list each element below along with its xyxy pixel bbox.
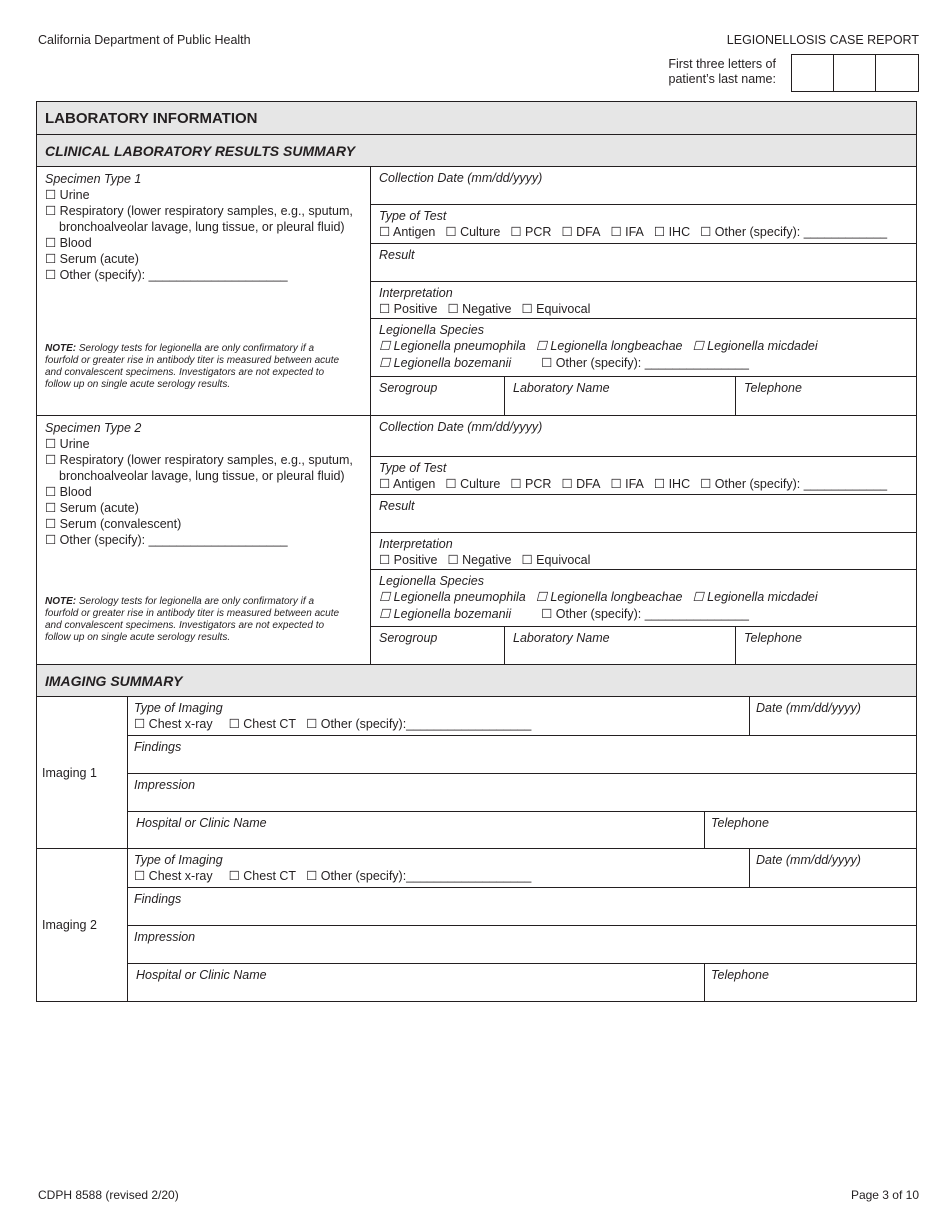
test-option[interactable]: ☐ Culture bbox=[445, 225, 501, 239]
species-option[interactable]: ☐ Legionella micdadei bbox=[692, 339, 818, 353]
specimen-option-cont: bronchoalveolar lavage, lung tissue, or pleural fluid) bbox=[59, 469, 345, 483]
specimen-option[interactable]: ☐ Respiratory (lower respiratory samples, e.g., sputum, bbox=[45, 453, 353, 467]
initials-boxes bbox=[791, 54, 919, 92]
interp-option[interactable]: ☐ Equivocal bbox=[521, 553, 591, 567]
imaging-block-2 bbox=[37, 849, 916, 1001]
imaging-type-field: Type of Imaging ☐ Chest x-ray ☐ Chest CT ☐ Other (specify):__________________ bbox=[128, 697, 750, 735]
hospital-telephone-field[interactable]: Telephone bbox=[711, 968, 769, 982]
species-option[interactable]: ☐ Legionella longbeachae bbox=[535, 339, 683, 353]
specimen-option[interactable]: ☐ Other (specify): ____________________ bbox=[45, 533, 288, 547]
imaging-label: Imaging 2 bbox=[37, 849, 128, 1001]
hospital-telephone-field[interactable]: Telephone bbox=[711, 816, 769, 830]
specimen-block-2 bbox=[37, 416, 916, 665]
interp-option[interactable]: ☐ Negative bbox=[447, 302, 512, 316]
imaging-title: IMAGING SUMMARY bbox=[37, 665, 916, 697]
collection-date-field[interactable]: Collection Date (mm/dd/yyyy) bbox=[371, 167, 916, 205]
form-id: CDPH 8588 (revised 2/20) bbox=[38, 1188, 179, 1202]
test-option[interactable]: ☐ PCR bbox=[510, 477, 552, 491]
specimen-type-label: Specimen Type 2 bbox=[45, 421, 142, 435]
interpretation-field: Interpretation ☐ Positive ☐ Negative ☐ Equivocal bbox=[371, 282, 916, 319]
test-option[interactable]: ☐ IFA bbox=[610, 477, 644, 491]
serogroup-field[interactable]: Serogroup bbox=[371, 377, 505, 415]
lab-name-field[interactable]: Laboratory Name bbox=[505, 377, 736, 415]
specimen-option[interactable]: ☐ Urine bbox=[45, 188, 90, 202]
impression-field[interactable]: Impression bbox=[134, 930, 196, 944]
species-option-other[interactable]: ☐ Other (specify): _______________ bbox=[541, 356, 749, 370]
species-option[interactable]: ☐ Legionella micdadei bbox=[692, 590, 818, 604]
impression-field[interactable]: Impression bbox=[134, 778, 196, 792]
test-option-other[interactable]: ☐ Other (specify): ____________ bbox=[700, 477, 888, 491]
findings-field[interactable]: Findings bbox=[134, 892, 182, 906]
test-option[interactable]: ☐ Culture bbox=[445, 477, 501, 491]
result-field[interactable]: Result bbox=[371, 495, 916, 533]
imaging-option[interactable]: ☐ Chest x-ray bbox=[134, 717, 213, 731]
imaging-option[interactable]: ☐ Chest x-ray bbox=[134, 869, 213, 883]
specimen-option[interactable]: ☐ Blood bbox=[45, 485, 92, 499]
test-option[interactable]: ☐ IHC bbox=[653, 477, 691, 491]
lab-info-row bbox=[371, 627, 916, 665]
lab-name-field[interactable]: Laboratory Name bbox=[505, 627, 736, 665]
lab-telephone-field[interactable]: Telephone bbox=[744, 631, 802, 645]
report-title: LEGIONELLOSIS CASE REPORT bbox=[726, 33, 919, 47]
species-option[interactable]: ☐ Legionella bozemanii bbox=[379, 607, 512, 621]
specimen-type-2 bbox=[37, 416, 371, 664]
initial-box-3[interactable] bbox=[876, 55, 918, 91]
specimen-type-1 bbox=[37, 167, 371, 415]
test-option[interactable]: ☐ DFA bbox=[561, 477, 601, 491]
species-field: Legionella Species ☐ Legionella pneumophila ☐ Legionella longbeachae ☐ Legionella micdadei ☐ Legionella bozemanii ☐ Other (specify): _______________ bbox=[371, 319, 916, 377]
specimen-option[interactable]: ☐ Respiratory (lower respiratory samples, e.g., sputum, bbox=[45, 204, 353, 218]
test-option[interactable]: ☐ IHC bbox=[653, 225, 691, 239]
test-option-other[interactable]: ☐ Other (specify): ____________ bbox=[700, 225, 888, 239]
result-field[interactable]: Result bbox=[371, 244, 916, 282]
lab-info-row bbox=[371, 377, 916, 415]
specimen-option[interactable]: ☐ Serum (acute) bbox=[45, 252, 139, 266]
type-of-test-field: Type of Test ☐ Antigen ☐ Culture ☐ PCR ☐ DFA ☐ IFA ☐ IHC ☐ Other (specify): ____________ bbox=[371, 205, 916, 244]
type-of-test-field: Type of Test ☐ Antigen ☐ Culture ☐ PCR ☐ DFA ☐ IFA ☐ IHC ☐ Other (specify): ____________ bbox=[371, 457, 916, 495]
initial-box-2[interactable] bbox=[834, 55, 876, 91]
agency-name: California Department of Public Health bbox=[38, 33, 251, 47]
specimen-option-cont: bronchoalveolar lavage, lung tissue, or pleural fluid) bbox=[59, 220, 345, 234]
serogroup-field[interactable]: Serogroup bbox=[371, 627, 505, 665]
section-title: LABORATORY INFORMATION bbox=[37, 102, 916, 135]
test-option[interactable]: ☐ DFA bbox=[561, 225, 601, 239]
imaging-block-1 bbox=[37, 697, 916, 849]
specimen-option[interactable]: ☐ Other (specify): ____________________ bbox=[45, 268, 288, 282]
specimen-block-1 bbox=[37, 167, 916, 416]
imaging-option[interactable]: ☐ Chest CT bbox=[228, 869, 297, 883]
specimen-type-label: Specimen Type 1 bbox=[45, 172, 142, 186]
serology-note: NOTE: Serology tests for legionella are only confirmatory if a fourfold or greater rise in antibody titer is measured between acute and convalescent specimens. Investigators are not expected to follow up on single acute serology results. bbox=[45, 343, 340, 390]
interp-option[interactable]: ☐ Negative bbox=[447, 553, 512, 567]
imaging-option-other[interactable]: ☐ Other (specify):__________________ bbox=[306, 717, 532, 731]
imaging-date-field[interactable]: Date (mm/dd/yyyy) bbox=[756, 853, 861, 867]
interp-option[interactable]: ☐ Equivocal bbox=[521, 302, 591, 316]
imaging-date-field[interactable]: Date (mm/dd/yyyy) bbox=[756, 701, 861, 715]
imaging-option[interactable]: ☐ Chest CT bbox=[228, 717, 297, 731]
species-option[interactable]: ☐ Legionella bozemanii bbox=[379, 356, 512, 370]
page-number: Page 3 of 10 bbox=[850, 1188, 919, 1202]
specimen-option[interactable]: ☐ Serum (acute) bbox=[45, 501, 139, 515]
imaging-type-field: Type of Imaging ☐ Chest x-ray ☐ Chest CT ☐ Other (specify):__________________ bbox=[128, 849, 750, 887]
specimen-option[interactable]: ☐ Urine bbox=[45, 437, 90, 451]
collection-date-field[interactable]: Collection Date (mm/dd/yyyy) bbox=[371, 416, 916, 457]
serology-note: NOTE: Serology tests for legionella are only confirmatory if a fourfold or greater rise in antibody titer is measured between acute and convalescent specimens. Investigators are not expected to follow up on single acute serology results. bbox=[45, 596, 340, 643]
species-field: Legionella Species ☐ Legionella pneumophila ☐ Legionella longbeachae ☐ Legionella micdadei ☐ Legionella bozemanii ☐ Other (specify): _______________ bbox=[371, 570, 916, 627]
initials-label: First three letters of patient’s last name: bbox=[668, 57, 776, 86]
interpretation-field: Interpretation ☐ Positive ☐ Negative ☐ Equivocal bbox=[371, 533, 916, 570]
imaging-option-other[interactable]: ☐ Other (specify):__________________ bbox=[306, 869, 532, 883]
laboratory-form bbox=[36, 101, 917, 1002]
species-option[interactable]: ☐ Legionella pneumophila bbox=[379, 339, 526, 353]
test-option[interactable]: ☐ Antigen bbox=[379, 477, 436, 491]
species-option-other[interactable]: ☐ Other (specify): _______________ bbox=[541, 607, 749, 621]
initial-box-1[interactable] bbox=[792, 55, 834, 91]
hospital-name-field[interactable]: Hospital or Clinic Name bbox=[128, 812, 705, 849]
test-option[interactable]: ☐ IFA bbox=[610, 225, 644, 239]
findings-field[interactable]: Findings bbox=[134, 740, 182, 754]
test-option[interactable]: ☐ Antigen bbox=[379, 225, 436, 239]
interp-option[interactable]: ☐ Positive bbox=[379, 302, 438, 316]
specimen-option[interactable]: ☐ Blood bbox=[45, 236, 92, 250]
specimen-option[interactable]: ☐ Serum (convalescent) bbox=[45, 517, 182, 531]
section-subtitle: CLINICAL LABORATORY RESULTS SUMMARY bbox=[37, 135, 916, 167]
species-option[interactable]: ☐ Legionella longbeachae bbox=[535, 590, 683, 604]
species-option[interactable]: ☐ Legionella pneumophila bbox=[379, 590, 526, 604]
lab-telephone-field[interactable]: Telephone bbox=[744, 381, 802, 395]
test-option[interactable]: ☐ PCR bbox=[510, 225, 552, 239]
imaging-label: Imaging 1 bbox=[37, 697, 128, 848]
interp-option[interactable]: ☐ Positive bbox=[379, 553, 438, 567]
hospital-name-field[interactable]: Hospital or Clinic Name bbox=[128, 964, 705, 1001]
